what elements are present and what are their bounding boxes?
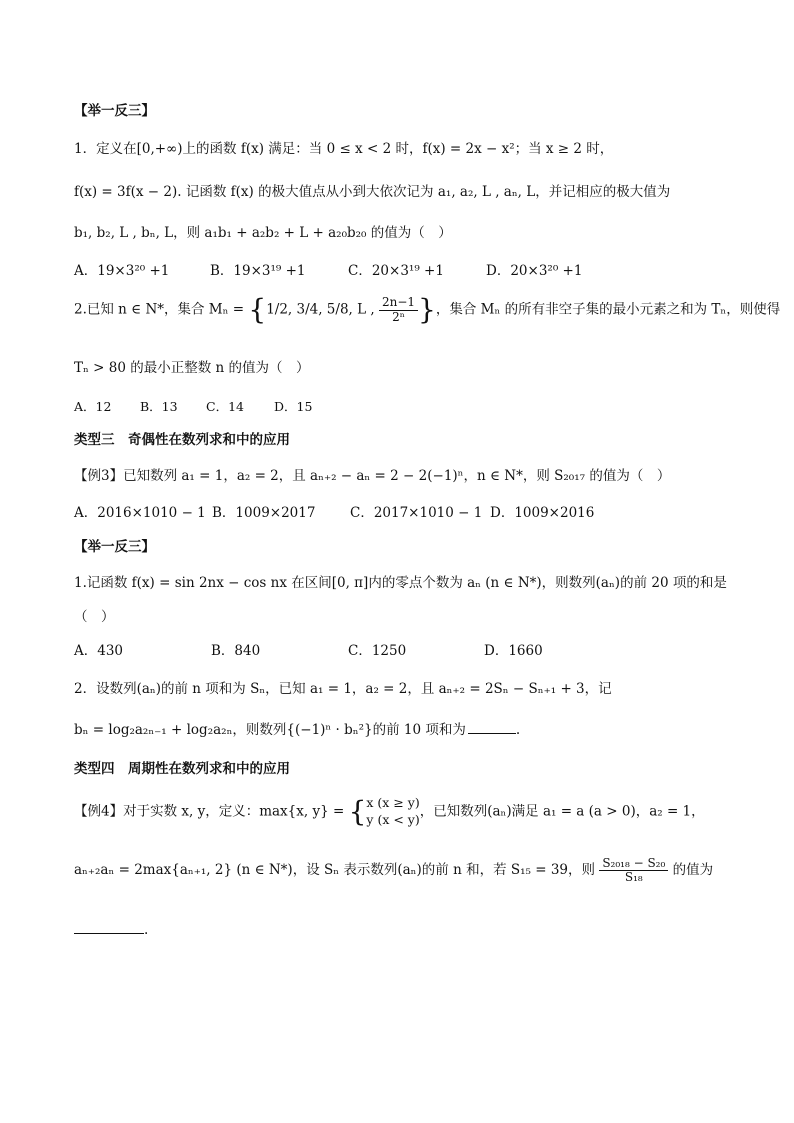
case-2: y (x < y)	[366, 811, 420, 827]
q4-line-2-text: bₙ = log₂a₂ₙ₋₁ + log₂a₂ₙ，则数列{(−1)ⁿ · bₙ²}的前 10 项和为	[74, 722, 466, 738]
right-brace: }	[418, 293, 436, 326]
ex3-option-c[interactable]: C．2017×1010 − 1	[350, 505, 483, 521]
q2-options	[74, 399, 312, 414]
piecewise-cases	[366, 795, 419, 829]
ex4-frac-num: S₂₀₁₈ − S₂₀	[599, 857, 668, 871]
q2-pre: 2.已知 n ∈ N*，集合 Mₙ =	[74, 301, 245, 318]
q2-option-d[interactable]: D．15	[274, 399, 313, 414]
ex4-line-1	[74, 795, 705, 829]
q3-option-a[interactable]: A．430	[74, 643, 124, 659]
ex4-post: ，已知数列(aₙ)满足 a₁ = a (a > 0)，a₂ = 1，	[419, 803, 705, 820]
q2-option-b[interactable]: B．13	[140, 399, 178, 414]
ex4-end: .	[144, 922, 149, 938]
q3-option-c[interactable]: C．1250	[348, 643, 407, 659]
q3-line-2: （ ）	[74, 609, 115, 625]
q2-post: ，集合 Mₙ 的所有非空子集的最小元素之和为 Tₙ，则使得	[435, 301, 781, 318]
q1-option-d[interactable]: D．20×3²⁰ +1	[486, 263, 583, 279]
q1-line-1: 1．定义在[0,+∞)上的函数 f(x) 满足：当 0 ≤ x < 2 时，f(x) = 2x − x²；当 x ≥ 2 时，	[74, 141, 614, 157]
type3-header: 类型三 奇偶性在数列求和中的应用	[74, 432, 290, 448]
q3-option-b[interactable]: B．840	[211, 643, 261, 659]
ex4-line-3	[74, 922, 148, 938]
ex4-frac-den: S₁₈	[624, 870, 643, 885]
ex3-line-1: 【例3】已知数列 a₁ = 1，a₂ = 2，且 aₙ₊₂ − aₙ = 2 − 2(−1)ⁿ，n ∈ N*，则 S₂₀₁₇ 的值为（ ）	[74, 468, 671, 484]
ex4-fraction	[599, 857, 668, 884]
q1-option-a[interactable]: A．19×3²⁰ +1	[74, 263, 170, 279]
q1-line-2: f(x) = 3f(x − 2). 记函数 f(x) 的极大值点从小到大依次记为 a₁, a₂, L , aₙ, L，并记相应的极大值为	[74, 184, 671, 200]
q2-fraction	[379, 296, 418, 323]
case-brace: {	[348, 794, 367, 828]
q4-end: .	[515, 722, 521, 738]
section-header-2: 【举一反三】	[74, 539, 155, 555]
q1-line-3: b₁, b₂, L , bₙ, L，则 a₁b₁ + a₂b₂ + L + a₂₀b₂₀ 的值为（ ）	[74, 225, 452, 241]
q1-option-c[interactable]: C．20×3¹⁹ +1	[348, 263, 444, 279]
answer-blank-2[interactable]	[74, 932, 144, 934]
left-brace: {	[248, 293, 267, 326]
section-header: 【举一反三】	[74, 103, 155, 119]
q2-frac-den: 2ⁿ	[392, 309, 405, 324]
q2-frac-num: 2n−1	[379, 296, 418, 310]
ex4-line-2-pre: aₙ₊₂aₙ = 2max{aₙ₊₁, 2} (n ∈ N*)，设 Sₙ 表示数列(aₙ)的前 n 和，若 S₁₅ = 39，则	[74, 862, 596, 879]
q2-line-2: Tₙ > 80 的最小正整数 n 的值为（ ）	[74, 360, 310, 376]
q1-options	[74, 263, 582, 279]
case-1: x (x ≥ y)	[366, 795, 420, 810]
q2-option-c[interactable]: C．14	[206, 399, 244, 414]
type4-header: 类型四 周期性在数列求和中的应用	[74, 761, 290, 777]
ex4-line-2-post: 的值为	[672, 862, 714, 879]
answer-blank[interactable]	[468, 732, 516, 734]
q2-set-inner: 1/2, 3/4, 5/8, L ,	[266, 301, 375, 318]
ex3-options	[74, 505, 594, 521]
ex3-option-d[interactable]: D．1009×2016	[490, 505, 595, 521]
ex4-pre: 【例4】对于实数 x, y，定义：max{x, y} =	[74, 803, 345, 820]
ex3-option-a[interactable]: A．2016×1010 − 1	[74, 505, 206, 521]
q2-option-a[interactable]: A．12	[74, 399, 112, 414]
q1-option-b[interactable]: B．19×3¹⁹ +1	[210, 263, 306, 279]
ex4-line-2	[74, 857, 713, 884]
q4-line-1: 2．设数列(aₙ)的前 n 项和为 Sₙ，已知 a₁ = 1，a₂ = 2，且 aₙ₊₂ = 2Sₙ − Sₙ₊₁ + 3，记	[74, 681, 612, 697]
q2-line-1	[74, 293, 781, 326]
q4-line-2	[74, 722, 520, 738]
q3-options	[74, 643, 543, 659]
q3-option-d[interactable]: D．1660	[484, 643, 543, 659]
ex3-option-b[interactable]: B．1009×2017	[212, 505, 316, 521]
q3-line-1: 1.记函数 f(x) = sin 2nx − cos nx 在区间[0, π]内的零点个数为 aₙ (n ∈ N*)，则数列(aₙ)的前 20 项的和是	[74, 575, 727, 591]
